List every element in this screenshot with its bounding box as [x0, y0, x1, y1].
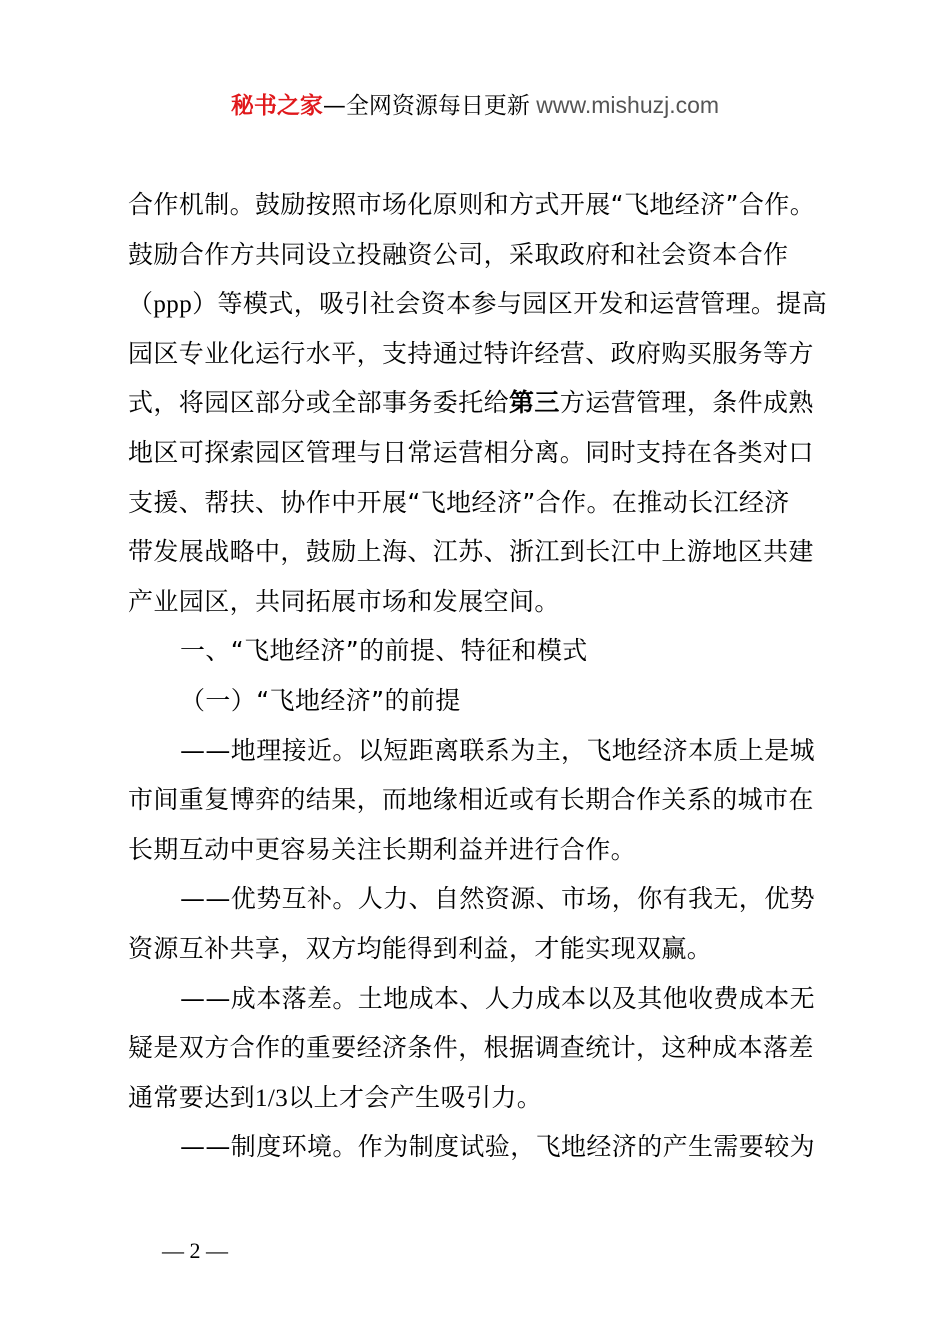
- body-line: 合作机制。鼓励按照市场化原则和方式开展“飞地经济”合作。: [128, 190, 816, 219]
- body-line: 鼓励合作方共同设立投融资公司，采取政府和社会资本合作: [128, 239, 789, 269]
- body-text-span: 方运营管理，条件成熟: [559, 388, 814, 418]
- body-line: 资源互补共享，双方均能得到利益，才能实现双赢。: [128, 933, 713, 963]
- header-url: www.mishuzj.com: [529, 92, 720, 118]
- body-line: ——地理接近。以短距离联系为主，飞地经济本质上是城: [180, 735, 816, 765]
- site-header: [0, 88, 950, 123]
- body-latin-span: ppp: [153, 291, 193, 319]
- body-line: 支援、帮扶、协作中开展“飞地经济”合作。在推动长江经济: [128, 487, 790, 517]
- body-line: 园区专业化运行水平，支持通过特许经营、政府购买服务等方: [128, 338, 814, 368]
- brand-name: 秘书之家: [230, 93, 323, 119]
- body-line: 带发展战略中，鼓励上海、江苏、浙江到长江中上游地区共建: [128, 537, 814, 567]
- header-tagline: —全网资源每日更新: [322, 93, 530, 119]
- body-text-span: 通常要达到: [128, 1082, 256, 1112]
- body-text-span: ）等模式，吸引社会资本参与园区开发和运营管理。提高: [192, 289, 828, 319]
- body-line: [128, 1073, 840, 1123]
- body-latin-span: 1/3: [255, 1084, 289, 1112]
- page-number: — 2 —: [162, 1238, 228, 1263]
- body-line: 地区可探索园区管理与日常运营相分离。同时支持在各类对口: [128, 437, 814, 467]
- body-text-span: 式，将园区部分或全部事务委托给: [128, 388, 510, 418]
- body-line: 疑是双方合作的重要经济条件，根据调查统计，这种成本落差: [128, 1033, 814, 1063]
- body-bold-span: 第三: [509, 388, 560, 418]
- body-line: 产业园区，共同拓展市场和发展空间。: [128, 586, 560, 616]
- subsection-heading: （一）“飞地经济”的前提: [180, 685, 461, 715]
- body-line: [128, 378, 840, 428]
- body-line: 长期互动中更容易关注长期利益并进行合作。: [128, 834, 637, 864]
- body-text-span: （: [128, 289, 154, 319]
- body-line: ——成本落差。土地成本、人力成本以及其他收费成本无: [180, 983, 816, 1013]
- body-text-span: 以上才会产生吸引力。: [288, 1082, 543, 1112]
- document-body: [128, 180, 840, 1172]
- body-line: ——制度环境。作为制度试验，飞地经济的产生需要较为: [180, 1132, 816, 1162]
- body-line: 市间重复博弈的结果，而地缘相近或有长期合作关系的城市在: [128, 785, 814, 815]
- body-line: [128, 279, 840, 329]
- body-line: ——优势互补。人力、自然资源、市场，你有我无，优势: [180, 884, 816, 914]
- section-heading: 一、“飞地经济”的前提、特征和模式: [180, 636, 588, 666]
